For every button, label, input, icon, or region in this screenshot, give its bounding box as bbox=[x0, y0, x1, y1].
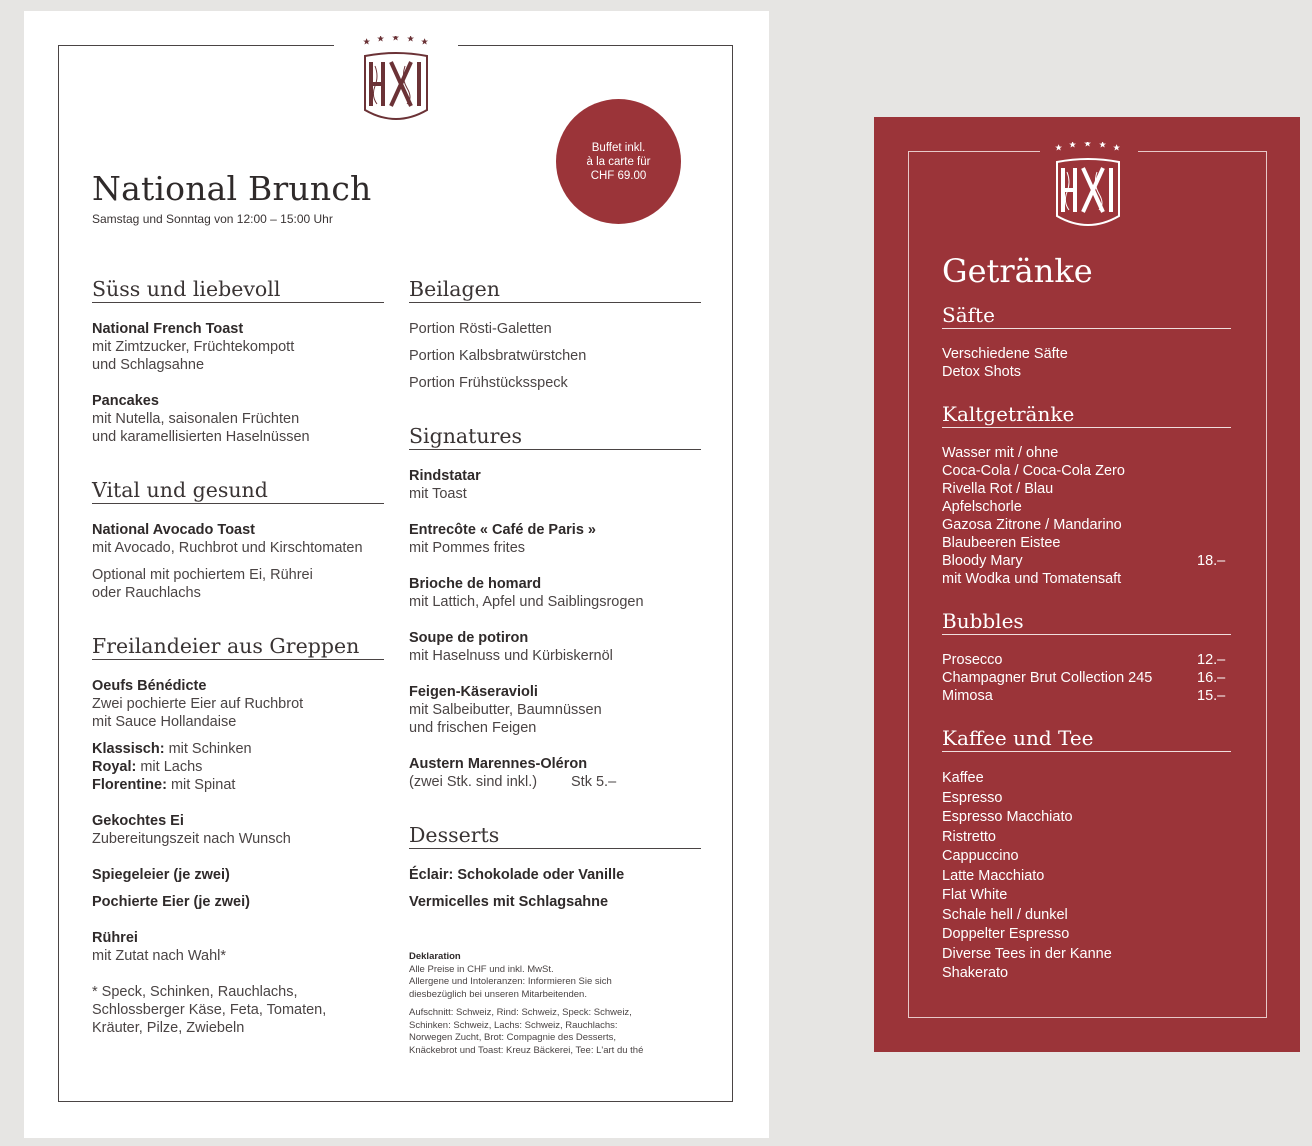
drink-item: Espresso Macchiato bbox=[942, 809, 1073, 825]
section-heading-suess: Süss und liebevoll bbox=[92, 277, 384, 303]
menu-item-desc: mit Toast bbox=[409, 486, 467, 502]
drink-item: Cappuccino bbox=[942, 848, 1019, 864]
menu-item-name: Oeufs Bénédicte bbox=[92, 678, 207, 694]
menu-item-name: Rindstatar bbox=[409, 468, 481, 484]
menu-item-desc: und Schlagsahne bbox=[92, 357, 205, 373]
menu-item-desc: mit Zimtzucker, Früchtekompott bbox=[92, 339, 295, 355]
menu-item-desc: Portion Kalbsbratwürstchen bbox=[409, 348, 587, 364]
badge-line: à la carte für bbox=[586, 155, 651, 168]
variant-label: Florentine: bbox=[92, 777, 167, 793]
menu-item-name: Éclair: Schokolade oder Vanille bbox=[409, 867, 625, 883]
menu-item-desc: Portion Rösti-Galetten bbox=[409, 321, 552, 337]
brunch-menu-page bbox=[24, 11, 769, 1138]
variant-label: Royal: bbox=[92, 759, 137, 775]
menu-item-name: Rührei bbox=[92, 930, 138, 946]
menu-item-name: Gekochtes Ei bbox=[92, 813, 184, 829]
drink-item: Shakerato bbox=[942, 965, 1009, 981]
menu-item-name: Pochierte Eier (je zwei) bbox=[92, 894, 250, 910]
drink-item: Rivella Rot / Blau bbox=[942, 481, 1054, 497]
menu-item-name: Feigen-Käseravioli bbox=[409, 684, 538, 700]
hotel-crest-logo bbox=[361, 36, 431, 126]
drink-item: Kaffee bbox=[942, 770, 984, 786]
menu-item-name: Vermicelles mit Schlagsahne bbox=[409, 894, 609, 910]
menu-subtitle: Samstag und Sonntag von 12:00 – 15:00 Uhr bbox=[92, 212, 333, 226]
drink-item: Blaubeeren Eistee bbox=[942, 535, 1061, 551]
drink-price: 18.– bbox=[1197, 553, 1226, 569]
section-heading-vital: Vital und gesund bbox=[92, 478, 384, 504]
menu-item-desc: oder Rauchlachs bbox=[92, 585, 201, 601]
variant-text: mit Lachs bbox=[136, 759, 203, 775]
menu-item-desc: mit Haselnuss und Kürbiskernöl bbox=[409, 648, 613, 664]
declaration-line: diesbezüglich bei unseren Mitarbeitenden. bbox=[409, 988, 587, 1000]
badge-line: Buffet inkl. bbox=[591, 141, 646, 154]
menu-item-name: Austern Marennes-Oléron bbox=[409, 756, 588, 772]
menu-item-desc: mit Avocado, Ruchbrot und Kirschtomaten bbox=[92, 540, 363, 556]
menu-item-desc: mit Sauce Hollandaise bbox=[92, 714, 237, 730]
drink-item: mit Wodka und Tomatensaft bbox=[942, 571, 1122, 587]
menu-item-name: Brioche de homard bbox=[409, 576, 542, 592]
menu-item-desc: Optional mit pochiertem Ei, Rührei bbox=[92, 567, 313, 583]
drink-item: Ristretto bbox=[942, 828, 996, 845]
drink-item: Bloody Mary bbox=[942, 553, 1023, 569]
section-heading-signatures: Signatures bbox=[409, 424, 701, 450]
menu-item-desc: mit Pommes frites bbox=[409, 540, 526, 556]
declaration-line: Norwegen Zucht, Brot: Compagnie des Desserts, bbox=[409, 1032, 616, 1043]
section-heading-bubbles: Bubbles bbox=[942, 609, 1231, 635]
menu-item-name: Soupe de potiron bbox=[409, 630, 529, 646]
drinks-card bbox=[874, 117, 1300, 1052]
menu-item-desc: mit Zutat nach Wahl* bbox=[92, 948, 227, 964]
footnote: * Speck, Schinken, Rauchlachs, bbox=[92, 984, 298, 1000]
declaration-line: Allergene und Intoleranzen: Informieren Sie sich bbox=[409, 976, 612, 987]
drink-item: Verschiedene Säfte bbox=[942, 346, 1068, 362]
menu-item-name: Spiegeleier (je zwei) bbox=[92, 867, 230, 883]
menu-item-name: National French Toast bbox=[92, 321, 244, 337]
drink-price: 15.– bbox=[1197, 688, 1226, 704]
menu-item-name: National Avocado Toast bbox=[92, 522, 256, 538]
declaration-line: Aufschnitt: Schweiz, Rind: Schweiz, Speck: Schweiz, bbox=[409, 1007, 632, 1018]
menu-item-desc: und frischen Feigen bbox=[409, 720, 537, 736]
menu-item-desc: mit Salbeibutter, Baumnüssen bbox=[409, 702, 602, 718]
drink-item: Latte Macchiato bbox=[942, 867, 1045, 884]
section-heading-kalt: Kaltgetränke bbox=[942, 402, 1231, 428]
menu-item-price: Stk 5.– bbox=[571, 774, 617, 790]
drink-item: Schale hell / dunkel bbox=[942, 906, 1068, 923]
drink-item: Apfelschorle bbox=[942, 499, 1022, 515]
drink-item: Espresso bbox=[942, 789, 1003, 806]
menu-item-desc: mit Nutella, saisonalen Früchten bbox=[92, 411, 300, 427]
variant-text: mit Schinken bbox=[164, 741, 252, 757]
hotel-crest-logo bbox=[1053, 142, 1123, 232]
section-heading-beilagen: Beilagen bbox=[409, 277, 701, 303]
drink-item: Diverse Tees in der Kanne bbox=[942, 945, 1112, 962]
declaration-line: Schinken: Schweiz, Lachs: Schweiz, Rauchlachs: bbox=[409, 1019, 618, 1031]
drink-item: Gazosa Zitrone / Mandarino bbox=[942, 517, 1122, 533]
menu-item-desc: mit Lattich, Apfel und Saiblingsrogen bbox=[409, 594, 644, 610]
section-heading-desserts: Desserts bbox=[409, 823, 701, 849]
menu-title: National Brunch bbox=[92, 169, 372, 208]
drink-item: Flat White bbox=[942, 887, 1008, 903]
declaration-block bbox=[409, 951, 643, 1057]
drinks-title: Getränke bbox=[942, 252, 1093, 290]
price-badge bbox=[556, 99, 681, 224]
drink-price: 16.– bbox=[1197, 670, 1226, 686]
footnote: Schlossberger Käse, Feta, Tomaten, bbox=[92, 1002, 327, 1018]
menu-item-desc: Portion Frühstücksspeck bbox=[409, 375, 568, 391]
menu-item-name: Entrecôte « Café de Paris » bbox=[409, 522, 596, 538]
drink-item: Mimosa bbox=[942, 688, 993, 704]
declaration-heading: Deklaration bbox=[409, 951, 461, 962]
drink-price: 12.– bbox=[1197, 652, 1226, 668]
menu-item-desc: und karamellisierten Haselnüssen bbox=[92, 429, 310, 445]
variant-label: Klassisch: bbox=[92, 741, 165, 757]
declaration-line: Alle Preise in CHF und inkl. MwSt. bbox=[409, 963, 554, 975]
variant-text: mit Spinat bbox=[166, 777, 236, 793]
section-heading-saefte: Säfte bbox=[942, 303, 1231, 329]
badge-price: CHF 69.00 bbox=[590, 169, 647, 182]
declaration-line: Knäckebrot und Toast: Kreuz Bäckerei, Tee: L'art du thé bbox=[409, 1044, 644, 1056]
drink-item: Prosecco bbox=[942, 652, 1003, 668]
footnote: Kräuter, Pilze, Zwiebeln bbox=[92, 1020, 245, 1036]
menu-item-variant bbox=[92, 758, 202, 776]
menu-item-variant bbox=[92, 740, 252, 758]
menu-item-variant bbox=[92, 776, 235, 794]
drink-item: Detox Shots bbox=[942, 364, 1021, 380]
menu-item-desc: Zubereitungszeit nach Wunsch bbox=[92, 831, 291, 847]
menu-item-desc: Zwei pochierte Eier auf Ruchbrot bbox=[92, 696, 304, 712]
drink-item: Wasser mit / ohne bbox=[942, 445, 1059, 461]
drink-item: Champagner Brut Collection 245 bbox=[942, 670, 1153, 686]
section-heading-kaffee: Kaffee und Tee bbox=[942, 726, 1231, 752]
section-heading-eier: Freilandeier aus Greppen bbox=[92, 634, 384, 660]
drink-item: Doppelter Espresso bbox=[942, 926, 1070, 942]
drink-item: Coca-Cola / Coca-Cola Zero bbox=[942, 463, 1125, 479]
menu-item-desc: (zwei Stk. sind inkl.) bbox=[409, 774, 538, 790]
menu-item-name: Pancakes bbox=[92, 393, 159, 409]
